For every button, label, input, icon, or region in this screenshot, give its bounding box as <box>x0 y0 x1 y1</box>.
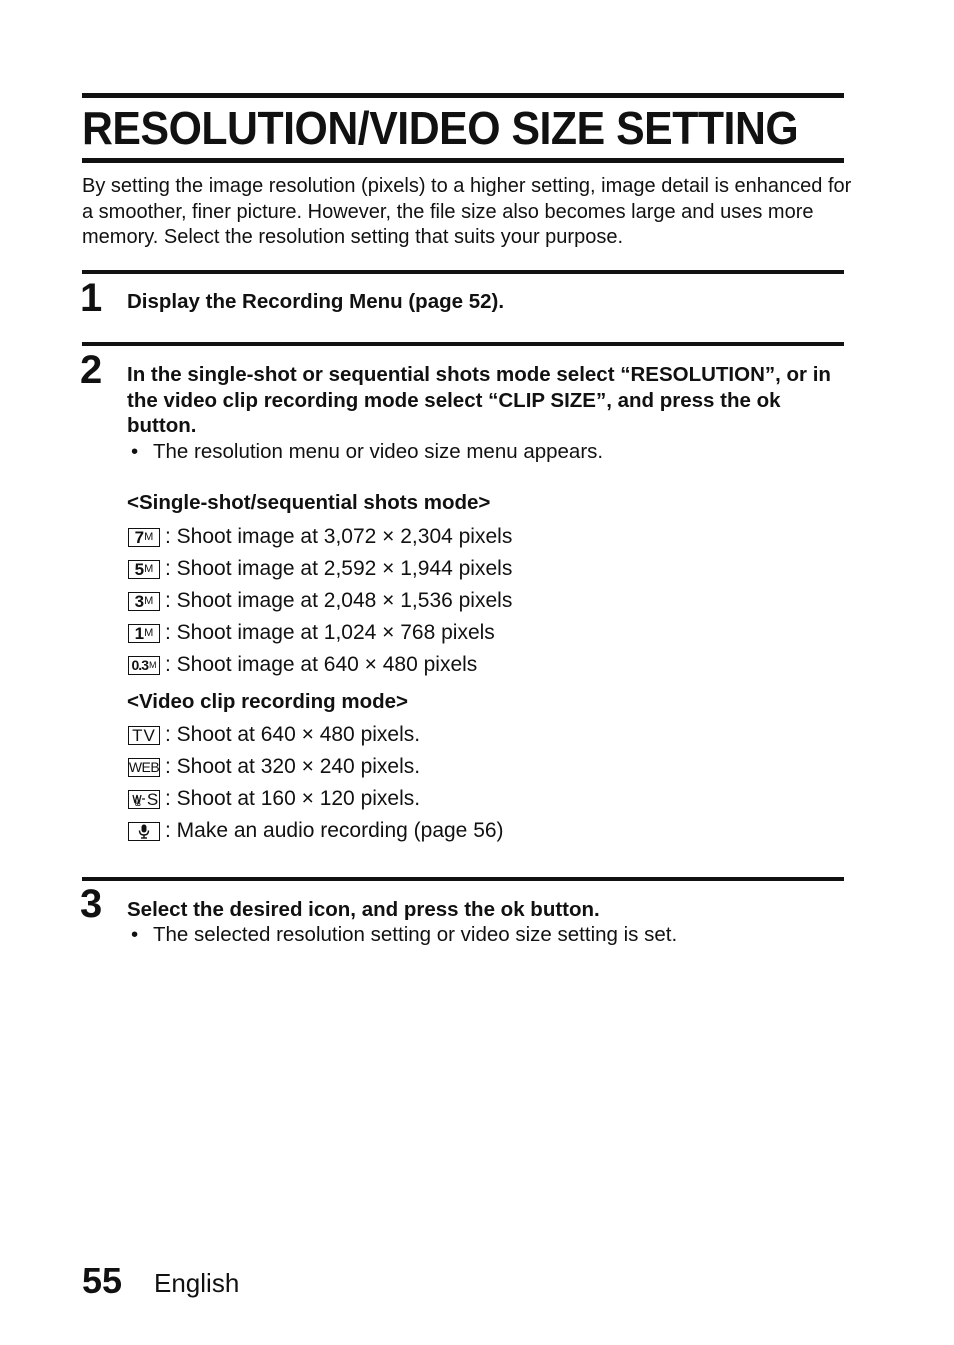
option-web-text: : Shoot at 320 × 240 pixels. <box>165 755 421 778</box>
resolution-3m-icon: 3 M <box>128 592 160 611</box>
option-3m-text: : Shoot image at 2,048 × 1,536 pixels <box>165 589 513 612</box>
option-1m-text: : Shoot image at 1,024 × 768 pixels <box>165 621 495 644</box>
video-tv-icon: TV <box>128 726 160 745</box>
option-1m <box>128 620 495 646</box>
option-audio-text: : Make an audio recording (page 56) <box>165 819 504 842</box>
resolution-7m-icon: 7 M <box>128 528 160 547</box>
step-3-heading: Select the desired icon, and press the ok button. <box>127 898 600 921</box>
single-shot-mode-heading: <Single-shot/sequential shots mode> <box>127 491 491 514</box>
option-7m-text: : Shoot image at 3,072 × 2,304 pixels <box>165 525 513 548</box>
page-number: 55 <box>82 1260 123 1301</box>
option-small <box>128 786 420 812</box>
microphone-icon <box>128 822 160 841</box>
microphone-glyph <box>137 824 151 839</box>
option-3m <box>128 588 512 614</box>
step-3-bullet <box>131 922 677 947</box>
step-2-bullet-text: The resolution menu or video size menu appears. <box>153 440 604 463</box>
resolution-5m-icon: 5 M <box>128 560 160 579</box>
step-3-bullet-text: The selected resolution setting or video size setting is set. <box>153 923 678 946</box>
bullet-dot: • <box>131 440 139 463</box>
option-0-3m <box>128 652 477 678</box>
option-small-text: : Shoot at 160 × 120 pixels. <box>165 787 421 810</box>
option-web <box>128 754 420 780</box>
option-0-3m-text: : Shoot image at 640 × 480 pixels <box>165 653 478 676</box>
bullet-dot: • <box>131 923 139 946</box>
step-2-heading: In the single-shot or sequential shots mode select “RESOLUTION”, or in the video clip recording mode select “CLIP SIZE”, and press the ok button. <box>127 363 831 437</box>
resolution-0-3m-icon: 0.3 M <box>128 656 160 675</box>
video-web-icon: WEB <box>128 759 160 775</box>
option-5m <box>128 556 512 582</box>
step-2-bullet <box>131 439 603 464</box>
resolution-1m-icon: 1 M <box>128 624 160 643</box>
option-tv-text: : Shoot at 640 × 480 pixels. <box>165 723 421 746</box>
intro-paragraph: By setting the image resolution (pixels) to a higher setting, image detail is enhanced for a smoother, finer picture. However, the file size also becomes large and uses more memory. Select the resolution setting that suits your purpose. <box>82 175 852 248</box>
option-7m <box>128 524 512 550</box>
title-top-rule <box>82 93 844 98</box>
page-title: RESOLUTION/VIDEO SIZE SETTING <box>82 102 799 154</box>
step-1-rule <box>82 270 844 274</box>
option-tv <box>128 722 420 748</box>
video-clip-mode-heading: <Video clip recording mode> <box>127 690 409 713</box>
option-audio <box>128 818 504 844</box>
step-3-rule <box>82 877 844 881</box>
svg-text:65: 65 <box>134 801 140 807</box>
title-bottom-rule <box>82 158 844 163</box>
page-language: English <box>154 1268 240 1298</box>
video-small-size-icon: 65 S <box>128 790 160 809</box>
step-2-rule <box>82 342 844 346</box>
step-1-number: 1 <box>80 276 103 320</box>
step-3-number: 3 <box>80 882 103 926</box>
step-1-heading: Display the Recording Menu (page 52). <box>127 290 505 313</box>
step-2-number: 2 <box>80 348 103 392</box>
option-5m-text: : Shoot image at 2,592 × 1,944 pixels <box>165 557 513 580</box>
